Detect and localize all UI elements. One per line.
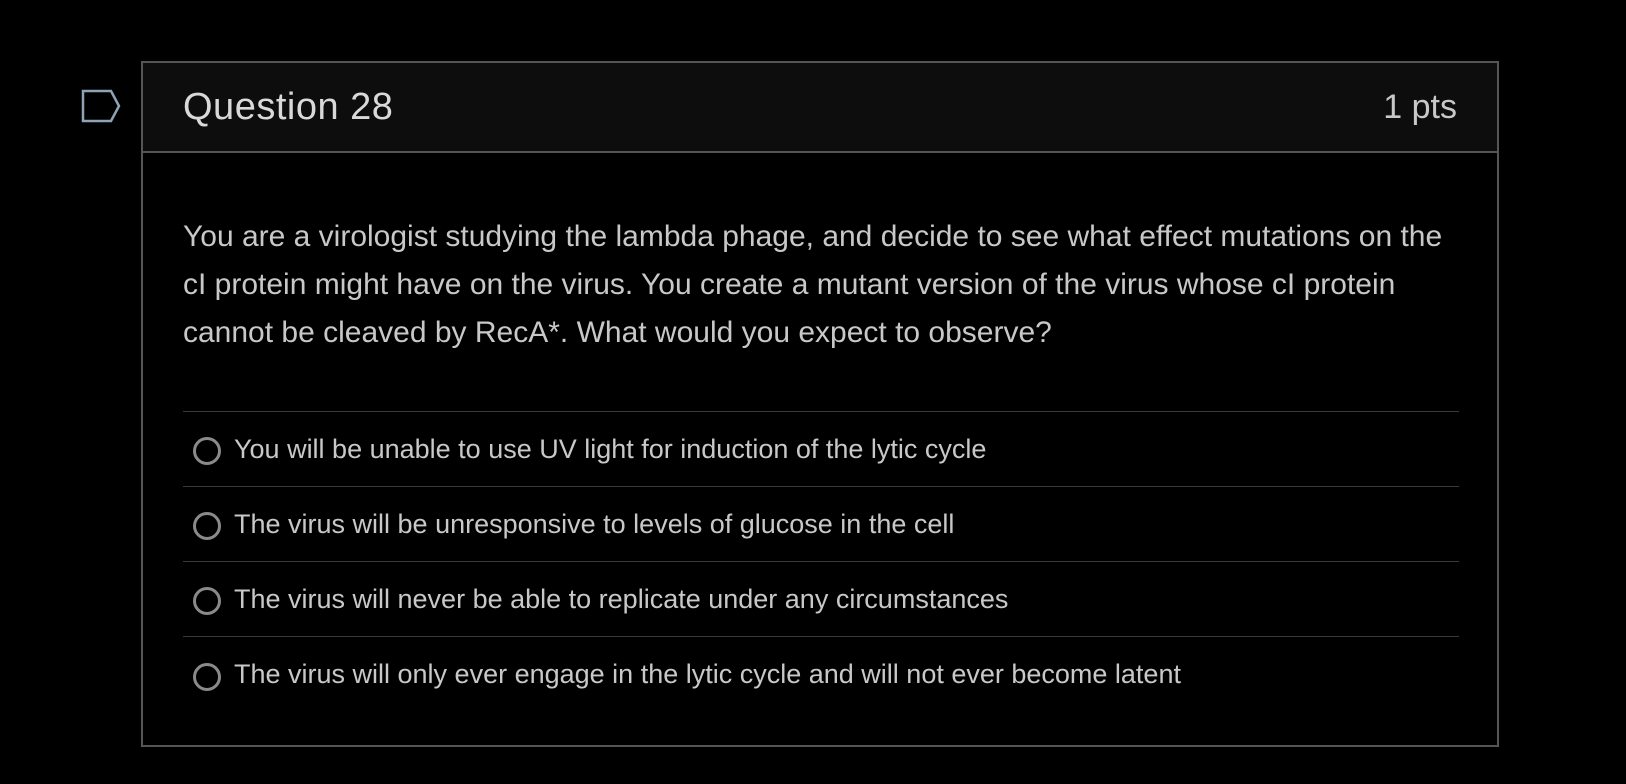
question-header xyxy=(143,63,1497,153)
question-card xyxy=(141,61,1499,747)
answer-label: You will be unable to use UV light for induction of the lytic cycle xyxy=(234,433,987,464)
answer-list xyxy=(183,411,1459,712)
radio-button[interactable] xyxy=(193,663,221,691)
answer-label: The virus will never be able to replicate under any circumstances xyxy=(234,583,1009,614)
question-body xyxy=(143,153,1497,712)
radio-button[interactable] xyxy=(193,587,221,615)
answer-option[interactable] xyxy=(183,562,1459,637)
answer-label: The virus will only ever engage in the lytic cycle and will not ever become latent xyxy=(234,659,1181,689)
question-title: Question 28 xyxy=(183,85,394,128)
radio-button[interactable] xyxy=(193,437,221,465)
question-text: You are a virologist studying the lambda phage, and decide to see what effect mutations on the cI protein might have on the virus. You create a mutant version of the virus whose cI protein cannot be cleaved by RecA*. What would you expect to observe? xyxy=(183,220,1443,349)
answer-option[interactable] xyxy=(183,412,1459,487)
answer-label: The virus will be unresponsive to levels of glucose in the cell xyxy=(234,508,955,539)
question-points: 1 pts xyxy=(1383,87,1457,126)
radio-button[interactable] xyxy=(193,512,221,540)
answer-option[interactable] xyxy=(183,637,1459,712)
answer-option[interactable] xyxy=(183,487,1459,562)
flag-question-icon[interactable] xyxy=(81,89,123,123)
